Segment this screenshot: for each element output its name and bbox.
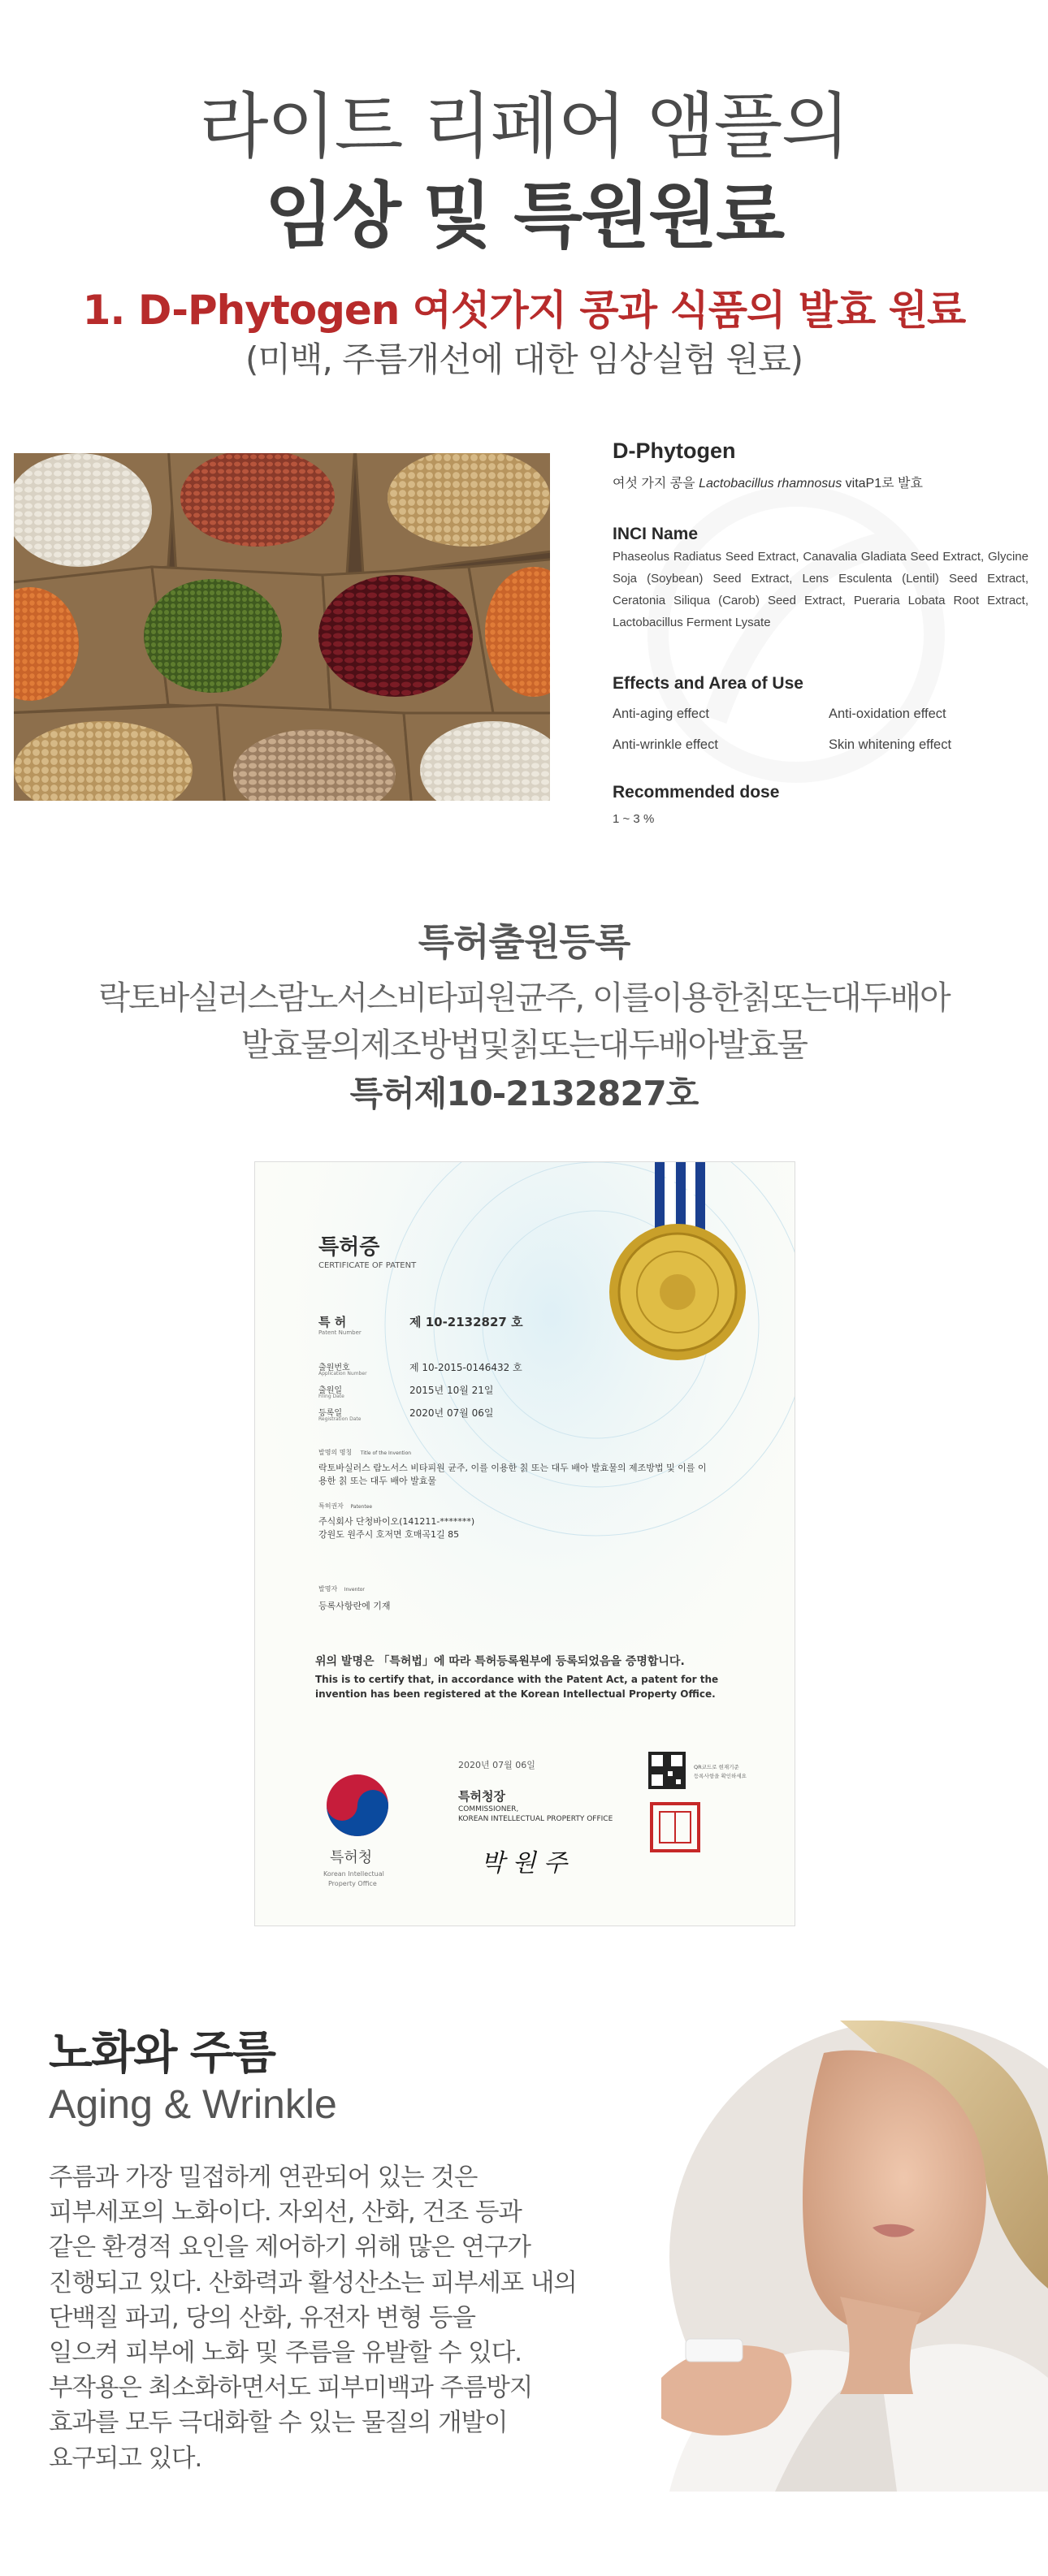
cert-patent-label-en: Patent Number [318, 1329, 362, 1336]
effect-item: Anti-aging effect [613, 707, 709, 721]
desc-suffix: vitaP1로 발효 [845, 477, 923, 491]
cert-app-value: 제 10-2015-0146432 호 [409, 1362, 522, 1373]
cert-app-label-en: Application Number [318, 1371, 367, 1377]
cert-commissioner-en-2: KOREAN INTELLECTUAL PROPERTY OFFICE [458, 1815, 613, 1823]
cert-kipo-en-2: Property Office [328, 1880, 377, 1887]
cert-inventor-value: 등록사항란에 기재 [318, 1601, 391, 1611]
owner-label-ko: 특허권자 [318, 1502, 344, 1510]
cert-reg-value: 2020년 07월 06일 [409, 1407, 494, 1419]
woman-portrait-photo [637, 2021, 1048, 2492]
aging-line: 진행되고 있다. 산화력과 활성산소는 피부세포 내의 [49, 2268, 577, 2297]
effects-title: Effects and Area of Use [613, 674, 803, 693]
aging-paragraph [49, 2160, 634, 2476]
cert-kipo-en-1: Korean Intellectual [323, 1870, 384, 1878]
aging-line: 일으켜 피부에 노화 및 주름을 유발할 수 있다. [49, 2339, 522, 2368]
owner-label-en: Patentee [350, 1504, 373, 1510]
cert-statement-ko: 위의 발명은 「특허법」에 따라 특허등록원부에 등록되었음을 증명합니다. [315, 1655, 685, 1668]
cert-commissioner-en-1: COMMISSIONER, [458, 1805, 519, 1813]
cert-reg-label: 등록일 [318, 1409, 342, 1418]
beans-sacks-photo [14, 453, 550, 801]
aging-line: 부작용은 최소화하면서도 피부미백과 주름방지 [49, 2374, 533, 2403]
patent-desc-line1: 락토바실러스람노서스비타피원균주, 이를이용한칡또는대두배아 [98, 979, 950, 1017]
qr-code-icon [648, 1752, 686, 1789]
cert-qr-note-2: 등록사항을 확인하세요 [694, 1773, 747, 1779]
patent-desc-line2: 발효물의제조방법및칡또는대두배아발효물 [240, 1027, 808, 1064]
cert-qr-note-1: QR코드로 현재기준 [694, 1764, 739, 1770]
patent-heading: 특허출원등록 [418, 920, 630, 964]
cert-title-ko: 특허증 [318, 1235, 380, 1260]
cert-invention-line1: 락토바실러스 람노서스 비타피원 균주, 이를 이용한 칡 또는 대두 배아 발효물의 제조방법 및 이를 이 [318, 1463, 707, 1473]
cert-invention-line2: 용한 칡 또는 대두 배아 발효물 [318, 1476, 436, 1486]
aging-line: 주름과 가장 밀접하게 연관되어 있는 것은 [49, 2163, 478, 2192]
aging-line: 같은 환경적 요인을 제어하기 위해 많은 연구가 [49, 2233, 530, 2263]
cert-filing-label: 출원일 [318, 1386, 342, 1395]
aging-heading-ko: 노화와 주름 [49, 2027, 275, 2080]
inventor-label-en: Inventor [344, 1587, 365, 1593]
cert-owner-line2: 강원도 원주시 호저면 호매곡1길 85 [318, 1529, 460, 1540]
ingredient-description [613, 473, 923, 491]
cert-reg-label-en: Registration Date [318, 1416, 362, 1422]
cert-app-label: 출원번호 [318, 1364, 350, 1372]
cert-issue-date: 2020년 07월 06일 [458, 1760, 535, 1770]
aging-line: 피부세포의 노화이다. 자외선, 산화, 건조 등과 [49, 2198, 522, 2228]
cert-title-en: CERTIFICATE OF PATENT [318, 1261, 417, 1270]
inci-title: INCI Name [613, 525, 699, 543]
cert-statement-en-1: This is to certify that, in accordance with the Patent Act, a patent for the [315, 1674, 719, 1685]
aging-heading-en: Aging & Wrinkle [49, 2081, 337, 2127]
effect-item: Anti-oxidation effect [829, 707, 946, 721]
aging-line: 단백질 파괴, 당의 산화, 유전자 변형 등을 [49, 2303, 475, 2332]
cert-filing-value: 2015년 10월 21일 [409, 1385, 494, 1396]
gold-seal-icon [609, 1224, 746, 1360]
cert-commissioner-ko: 특허청장 [458, 1789, 505, 1804]
desc-prefix: 여섯 가지 콩을 [613, 477, 695, 491]
patent-description [0, 975, 1048, 1069]
effect-item: Skin whitening effect [829, 737, 952, 752]
patent-certificate [254, 1161, 795, 1926]
aging-line: 요구되고 있다. [49, 2444, 202, 2473]
cert-invention-label [318, 1448, 411, 1457]
page-title-line1: 라이트 리페어 앰플의 [199, 84, 849, 168]
cert-signature: 박 원 주 [481, 1849, 568, 1878]
dose-value: 1 ~ 3 % [613, 812, 655, 826]
patent-number: 특허제10-2132827호 [349, 1074, 699, 1113]
cert-statement-en-2: invention has been registered at the Korean Intellectual Property Office. [315, 1688, 716, 1700]
cert-owner-label [318, 1502, 372, 1511]
aging-line: 효과를 모두 극대화할 수 있는 물질의 개발이 [49, 2409, 508, 2438]
certificate-background [255, 1162, 795, 1926]
ingredient-name: D-Phytogen [613, 439, 736, 463]
desc-species: Lactobacillus rhamnosus [699, 477, 842, 491]
inci-text: Phaseolus Radiatus Seed Extract, Canavalia Gladiata Seed Extract, Glycine Soja (Soybean) Seed Extract, Lens Esculenta (Lentil) Seed Extract, Ceratonia Siliqua (Carob) Seed Extract, Pueraria Lobata Root Extract, Lactobacillus Ferment Lysate [613, 550, 1029, 629]
cert-inventor-label [318, 1584, 365, 1593]
inventor-label-ko: 발명자 [318, 1585, 338, 1593]
effect-item: Anti-wrinkle effect [613, 737, 718, 752]
invention-label-en: Title of the Invention [360, 1450, 412, 1456]
cert-kipo-ko: 특허청 [330, 1849, 373, 1866]
cert-patent-label: 특 허 [318, 1315, 347, 1329]
dose-title: Recommended dose [613, 783, 780, 802]
section1-subheading: (미백, 주름개선에 대한 임상실험 원료) [245, 339, 803, 379]
kipo-logo-icon [327, 1774, 388, 1836]
section1-heading: 1. D-Phytogen 여섯가지 콩과 식품의 발효 원료 [82, 287, 966, 334]
cert-filing-label-en: Filing Date [318, 1394, 344, 1399]
cert-patent-value: 제 10-2132827 호 [409, 1315, 523, 1329]
invention-label-ko: 발명의 명칭 [318, 1449, 353, 1456]
cert-owner-line1: 주식회사 단청바이오(141211-*******) [318, 1516, 475, 1527]
page-title-line2: 임상 및 특원원료 [264, 174, 784, 257]
